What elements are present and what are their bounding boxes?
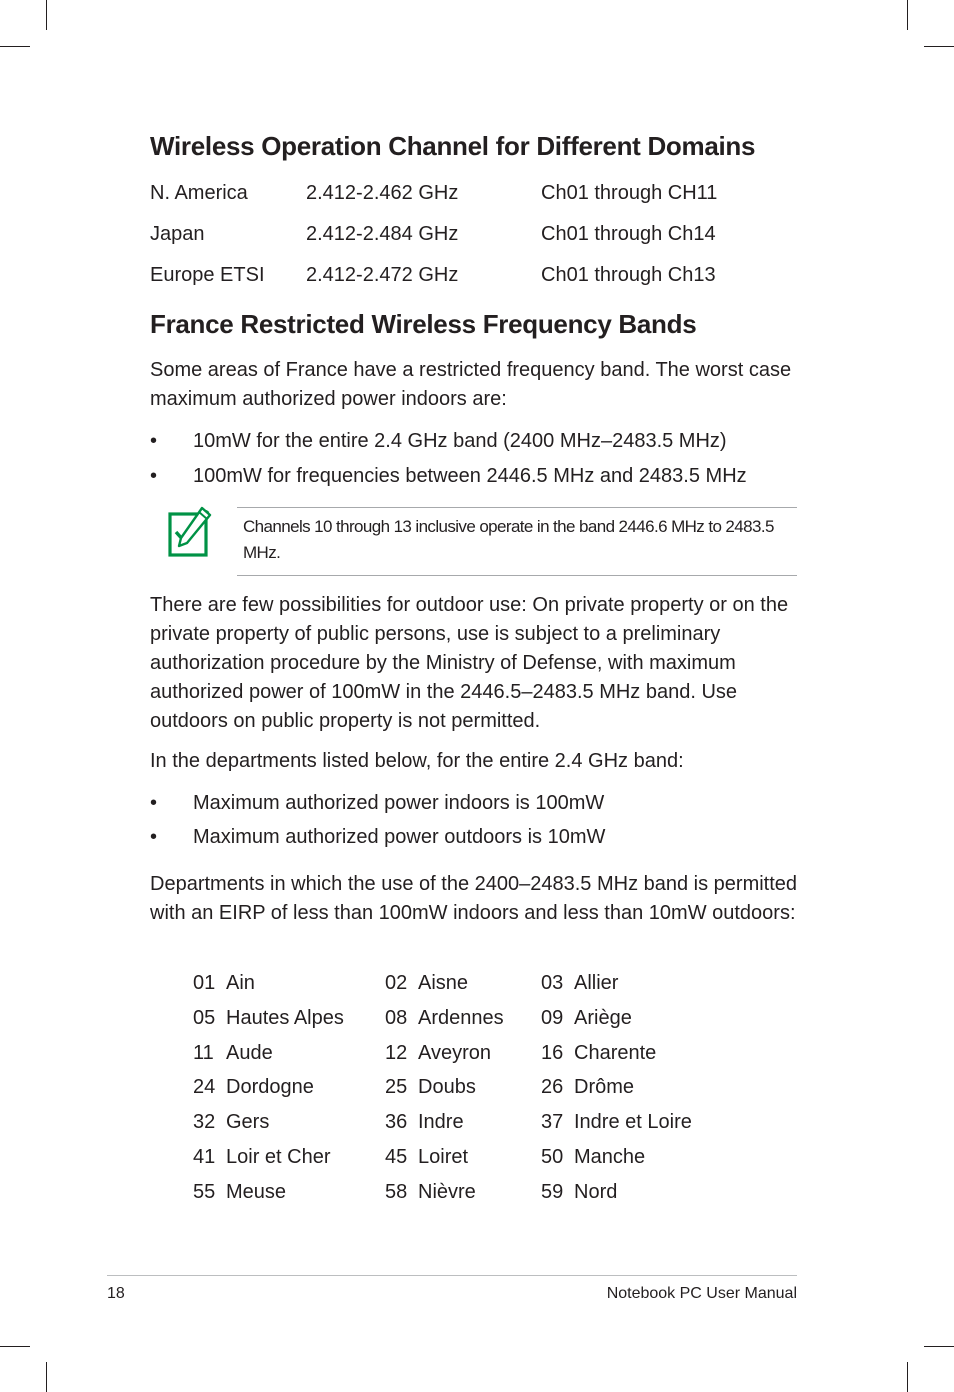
department-entry [193,1145,331,1169]
department-number: 12 [385,1042,408,1064]
department-name: Dordogne [226,1076,314,1098]
region-cell: Europe ETSI [150,264,265,286]
department-entry [541,1006,632,1030]
bullet-marker: • [150,465,158,487]
department-entry [193,1075,314,1099]
bullet-item: 10mW for the entire 2.4 GHz band (2400 MHz–2483.5 MHz) [193,430,727,452]
department-number: 03 [541,972,564,994]
department-number: 50 [541,1146,564,1168]
department-number: 02 [385,972,408,994]
department-name: Indre [418,1111,464,1133]
department-name: Ariège [574,1007,632,1029]
department-number: 25 [385,1076,408,1098]
department-number: 26 [541,1076,564,1098]
bullet-marker: • [150,792,158,814]
frequency-cell: 2.412-2.484 GHz [306,223,459,245]
crop-mark [46,0,47,30]
page-number: 18 [107,1285,125,1302]
department-name: Gers [226,1111,270,1133]
crop-mark [907,1362,908,1392]
crop-mark [907,0,908,30]
department-number: 55 [193,1181,216,1203]
department-name: Nièvre [418,1181,476,1203]
frequency-cell: 2.412-2.462 GHz [306,182,459,204]
department-number: 41 [193,1146,216,1168]
department-entry [193,1180,286,1204]
department-entry [193,971,255,995]
crop-mark [46,1362,47,1392]
department-name: Meuse [226,1181,287,1203]
department-number: 58 [385,1181,408,1203]
bullet-marker: • [150,430,158,452]
bullet-item: Maximum authorized power indoors is 100mW [193,792,605,814]
crop-mark [0,46,30,47]
department-number: 37 [541,1111,564,1133]
department-name: Aveyron [418,1042,492,1064]
crop-mark [924,1346,954,1347]
note-text: Channels 10 through 13 inclusive operate in the band 2446.6 MHz to 2483.5 MHz. [243,517,774,562]
department-entry [541,1041,656,1065]
department-name: Loiret [418,1146,469,1168]
department-entry [193,1041,273,1065]
department-number: 11 [193,1042,214,1064]
bullet-item: 100mW for frequencies between 2446.5 MHz and 2483.5 MHz [193,465,747,487]
department-entry [541,1180,617,1204]
note-top-rule [237,507,797,508]
department-number: 05 [193,1007,216,1029]
department-name: Drôme [574,1076,635,1098]
intro-paragraph: Some areas of France have a restricted frequency band. The worst case maximum authorized power indoors are: [150,359,792,410]
region-cell: N. America [150,182,248,204]
crop-mark [0,1346,30,1347]
department-name: Indre et Loire [574,1111,692,1133]
department-number: 36 [385,1111,408,1133]
department-number: 24 [193,1076,216,1098]
outdoor-paragraph: There are few possibilities for outdoor use: On private property or on the private property of public persons, use is subject to a preliminary authorization procedure by the Ministry of Defense, with maximum authorized power of 100mW in the 2446.5–2483.5 MHz band. Use outdoors on public property is not permitted. [150,594,789,732]
channels-cell: Ch01 through Ch14 [541,223,716,245]
footer-rule [107,1275,797,1276]
department-entry [385,971,468,995]
department-number: 45 [385,1146,408,1168]
department-number: 01 [193,972,216,994]
department-number: 59 [541,1181,564,1203]
channels-cell: Ch01 through CH11 [541,182,718,204]
section-title-wireless-channels: Wireless Operation Channel for Different Domains [150,131,756,161]
department-name: Ardennes [418,1007,504,1029]
department-number: 09 [541,1007,564,1029]
eirp-paragraph: Departments in which the use of the 2400–2483.5 MHz band is permitted with an EIRP of less than 100mW indoors and less than 10mW outdoors: [150,873,798,924]
department-name: Aude [226,1042,273,1064]
department-entry [193,1110,269,1134]
departments-intro: In the departments listed below, for the entire 2.4 GHz band: [150,750,684,772]
bullet-item: Maximum authorized power outdoors is 10mW [193,826,606,848]
bullet-marker: • [150,826,158,848]
department-entry [541,1110,692,1134]
region-cell: Japan [150,223,205,245]
department-number: 32 [193,1111,216,1133]
department-name: Allier [574,972,619,994]
department-entry [385,1006,504,1030]
section-title-france-bands: France Restricted Wireless Frequency Bands [150,309,697,339]
department-number: 16 [541,1042,564,1064]
department-entry [385,1145,468,1169]
department-entry [541,1075,634,1099]
department-number: 08 [385,1007,408,1029]
department-entry [385,1180,476,1204]
note-bottom-rule [237,575,797,576]
frequency-cell: 2.412-2.472 GHz [306,264,459,286]
department-name: Loir et Cher [226,1146,331,1168]
department-entry [541,971,618,995]
department-entry [385,1110,464,1134]
manual-title: Notebook PC User Manual [606,1285,797,1302]
department-entry [193,1006,344,1030]
department-entry [541,1145,645,1169]
department-entry [385,1041,491,1065]
department-name: Nord [574,1181,618,1203]
department-entry [385,1075,476,1099]
crop-mark [924,46,954,47]
channels-cell: Ch01 through Ch13 [541,264,716,286]
department-name: Doubs [418,1076,476,1098]
note-pencil-icon [166,505,214,559]
department-name: Ain [226,972,255,994]
department-name: Hautes Alpes [226,1007,344,1029]
department-name: Charente [574,1042,657,1064]
department-name: Manche [574,1146,646,1168]
department-name: Aisne [418,972,469,994]
